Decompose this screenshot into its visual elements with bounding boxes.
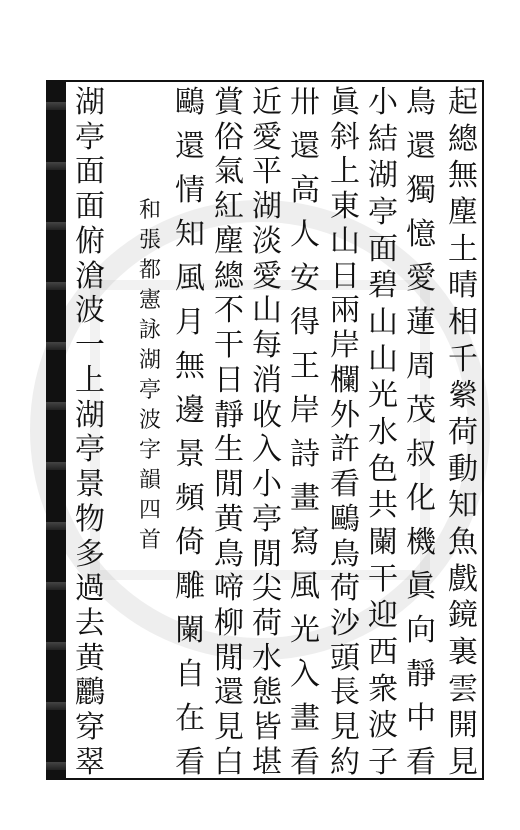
glyph: 都 <box>138 258 161 283</box>
glyph: 山 <box>368 341 398 377</box>
glyph: 闌 <box>368 524 398 560</box>
glyph: 黄 <box>75 640 105 676</box>
glyph: 面 <box>368 231 398 267</box>
glyph: 光 <box>368 378 398 414</box>
glyph: 過 <box>75 571 105 607</box>
glyph: 干 <box>214 328 244 364</box>
glyph: 消 <box>252 362 282 398</box>
glyph: 首 <box>138 528 161 553</box>
glyph: 岸 <box>290 393 320 428</box>
glyph: 亭 <box>252 501 282 537</box>
glyph: 鏡 <box>448 598 478 634</box>
glyph: 四 <box>138 498 161 523</box>
glyph: 詩 <box>290 437 320 472</box>
glyph: 在 <box>175 701 205 736</box>
text-column-8 <box>173 85 207 780</box>
glyph: 鸝 <box>75 675 105 711</box>
glyph: 無 <box>175 349 205 384</box>
glyph: 波 <box>368 708 398 744</box>
glyph: 見 <box>330 710 360 746</box>
glyph: 千 <box>448 341 478 377</box>
glyph: 湖 <box>252 189 282 225</box>
glyph: 邊 <box>175 393 205 428</box>
glyph: 亭 <box>75 432 105 468</box>
glyph: 波 <box>75 293 105 329</box>
glyph: 物 <box>75 501 105 537</box>
glyph: 鳥 <box>406 85 436 120</box>
glyph: 總 <box>214 258 244 294</box>
glyph: 韻 <box>138 468 161 493</box>
glyph: 王 <box>290 349 320 384</box>
glyph: 賞 <box>214 85 244 120</box>
glyph: 愛 <box>252 258 282 294</box>
glyph: 見 <box>448 744 478 780</box>
glyph: 向 <box>406 613 436 648</box>
glyph: 湖 <box>368 158 398 194</box>
glyph: 收 <box>252 397 282 433</box>
glyph: 不 <box>214 293 244 329</box>
glyph: 欄 <box>330 362 360 398</box>
glyph: 安 <box>290 261 320 296</box>
glyph: 無 <box>448 158 478 194</box>
glyph: 閒 <box>214 467 244 503</box>
glyph: 去 <box>75 606 105 642</box>
glyph: 亭 <box>368 194 398 230</box>
glyph: 總 <box>448 121 478 157</box>
text-column-2 <box>404 85 438 780</box>
glyph: 鷗 <box>175 85 205 120</box>
glyph: 卅 <box>290 85 320 120</box>
glyph: 斜 <box>330 119 360 155</box>
glyph: 水 <box>368 414 398 450</box>
glyph: 外 <box>330 397 360 433</box>
glyph: 山 <box>368 304 398 340</box>
text-column-5 <box>288 85 322 780</box>
glyph: 上 <box>75 362 105 398</box>
glyph: 知 <box>175 217 205 252</box>
glyph: 衆 <box>368 671 398 707</box>
glyph: 張 <box>138 228 161 253</box>
text-column-9 <box>133 200 167 620</box>
glyph: 堪 <box>252 744 282 780</box>
glyph: 迎 <box>368 598 398 634</box>
glyph: 看 <box>175 745 205 780</box>
glyph: 黄 <box>214 501 244 537</box>
glyph: 山 <box>330 223 360 259</box>
glyph: 淡 <box>252 223 282 259</box>
glyph: 日 <box>330 258 360 294</box>
glyph: 結 <box>368 121 398 157</box>
glyph: 開 <box>448 708 478 744</box>
glyph: 叔 <box>406 437 436 472</box>
glyph: 靜 <box>406 657 436 692</box>
glyph: 還 <box>406 129 436 164</box>
glyph: 憲 <box>138 288 161 313</box>
glyph: 蓮 <box>406 305 436 340</box>
glyph: 翠 <box>75 744 105 780</box>
glyph: 月 <box>175 305 205 340</box>
glyph: 湖 <box>138 348 161 373</box>
glyph: 沙 <box>330 606 360 642</box>
glyph: 晴 <box>448 268 478 304</box>
glyph: 和 <box>138 198 161 223</box>
glyph: 穿 <box>75 710 105 746</box>
glyph: 得 <box>290 305 320 340</box>
glyph: 眞 <box>330 85 360 120</box>
glyph: 相 <box>448 304 478 340</box>
glyph: 鳥 <box>214 536 244 572</box>
glyph: 面 <box>75 189 105 225</box>
glyph: 高 <box>290 173 320 208</box>
glyph: 尖 <box>252 571 282 607</box>
glyph: 寫 <box>290 525 320 560</box>
glyph: 湖 <box>75 397 105 433</box>
glyph: 光 <box>290 613 320 648</box>
glyph: 看 <box>290 745 320 780</box>
glyph: 上 <box>330 154 360 190</box>
glyph: 眞 <box>406 569 436 604</box>
glyph: 子 <box>368 744 398 780</box>
glyph: 愛 <box>252 119 282 155</box>
glyph: 俗 <box>214 119 244 155</box>
text-column-3 <box>366 85 400 780</box>
glyph: 約 <box>330 744 360 780</box>
glyph: 柳 <box>214 606 244 642</box>
text-column-1 <box>446 85 480 780</box>
glyph: 風 <box>175 261 205 296</box>
glyph: 機 <box>406 525 436 560</box>
glyph: 看 <box>330 467 360 503</box>
glyph: 許 <box>330 432 360 468</box>
glyph: 起 <box>448 85 478 120</box>
glyph: 荷 <box>448 414 478 450</box>
text-column-10 <box>73 85 107 780</box>
glyph: 荷 <box>330 571 360 607</box>
glyph: 紅 <box>214 189 244 225</box>
glyph: 多 <box>75 536 105 572</box>
glyph: 知 <box>448 488 478 524</box>
glyph: 倚 <box>175 525 205 560</box>
glyph: 水 <box>252 640 282 676</box>
glyph: 閒 <box>252 536 282 572</box>
glyph: 靜 <box>214 397 244 433</box>
glyph: 憶 <box>406 217 436 252</box>
glyph: 獨 <box>406 173 436 208</box>
glyph: 態 <box>252 675 282 711</box>
text-column-6 <box>250 85 284 780</box>
glyph: 風 <box>290 569 320 604</box>
glyph: 啼 <box>214 571 244 607</box>
glyph: 閒 <box>214 640 244 676</box>
glyph: 周 <box>406 349 436 384</box>
glyph: 雲 <box>448 671 478 707</box>
glyph: 戲 <box>448 561 478 597</box>
glyph: 生 <box>214 432 244 468</box>
glyph: 近 <box>252 85 282 120</box>
glyph: 湖 <box>75 85 105 120</box>
glyph: 荷 <box>252 606 282 642</box>
glyph: 每 <box>252 328 282 364</box>
glyph: 還 <box>175 129 205 164</box>
glyph: 動 <box>448 451 478 487</box>
glyph: 魚 <box>448 524 478 560</box>
glyph: 小 <box>368 85 398 120</box>
glyph: 西 <box>368 634 398 670</box>
glyph: 景 <box>75 467 105 503</box>
glyph: 還 <box>214 675 244 711</box>
glyph: 共 <box>368 488 398 524</box>
glyph: 愛 <box>406 261 436 296</box>
glyph: 看 <box>406 745 436 780</box>
glyph: 塵 <box>214 223 244 259</box>
glyph: 入 <box>252 432 282 468</box>
glyph: 景 <box>175 437 205 472</box>
glyph: 鷗 <box>330 501 360 537</box>
glyph: 入 <box>290 657 320 692</box>
glyph: 兩 <box>330 293 360 329</box>
glyph: 亭 <box>75 119 105 155</box>
glyph: 還 <box>290 129 320 164</box>
glyph: 皆 <box>252 710 282 746</box>
page-left-edge-border <box>46 80 66 780</box>
glyph: 波 <box>138 408 161 433</box>
glyph: 情 <box>175 173 205 208</box>
glyph: 長 <box>330 675 360 711</box>
text-column-4 <box>328 85 362 780</box>
glyph: 茂 <box>406 393 436 428</box>
glyph: 東 <box>330 189 360 225</box>
glyph: 面 <box>75 154 105 190</box>
glyph: 見 <box>214 710 244 746</box>
glyph: 俯 <box>75 223 105 259</box>
glyph: 亭 <box>138 378 161 403</box>
glyph: 岸 <box>330 328 360 364</box>
glyph: 白 <box>214 744 244 780</box>
glyph: 鳥 <box>330 536 360 572</box>
text-column-7 <box>212 85 246 780</box>
glyph: 干 <box>368 561 398 597</box>
glyph: 畫 <box>290 701 320 736</box>
glyph: 山 <box>252 293 282 329</box>
glyph: 日 <box>214 362 244 398</box>
glyph: 自 <box>175 657 205 692</box>
glyph: 土 <box>448 231 478 267</box>
glyph: 中 <box>406 701 436 736</box>
glyph: 化 <box>406 481 436 516</box>
glyph: 縈 <box>448 378 478 414</box>
glyph: 氣 <box>214 154 244 190</box>
glyph: 詠 <box>138 318 161 343</box>
glyph: 平 <box>252 154 282 190</box>
glyph: 色 <box>368 451 398 487</box>
glyph: 滄 <box>75 258 105 294</box>
glyph: 小 <box>252 467 282 503</box>
glyph: 裏 <box>448 634 478 670</box>
glyph: 一 <box>75 328 105 364</box>
glyph: 闌 <box>175 613 205 648</box>
glyph: 雕 <box>175 569 205 604</box>
glyph: 字 <box>138 438 161 463</box>
glyph: 頭 <box>330 640 360 676</box>
glyph: 塵 <box>448 194 478 230</box>
glyph: 碧 <box>368 268 398 304</box>
glyph: 畫 <box>290 481 320 516</box>
glyph: 人 <box>290 217 320 252</box>
glyph: 頻 <box>175 481 205 516</box>
